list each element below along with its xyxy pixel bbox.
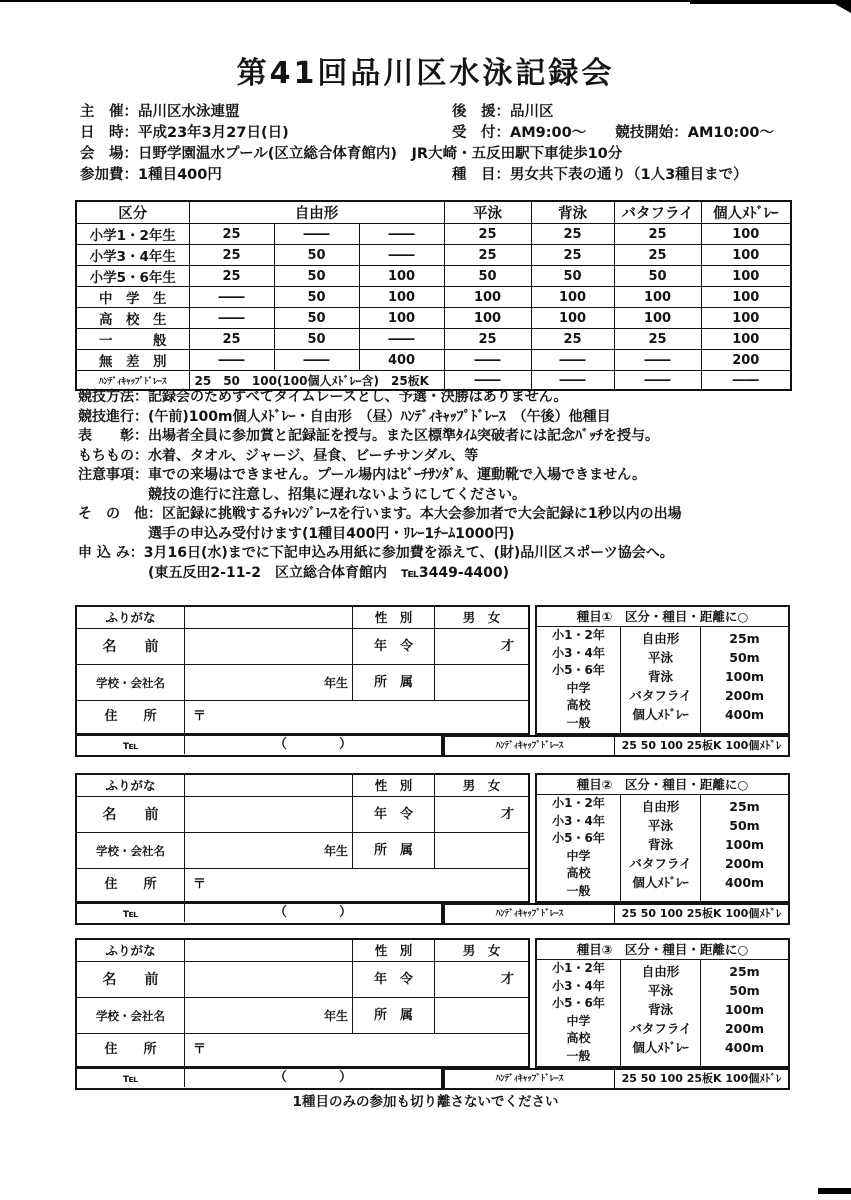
distance-option: 200m (724, 1021, 765, 1036)
gender-label: 性 別 (353, 607, 435, 629)
distance-cell: ―― (274, 350, 359, 371)
event-select-title: 種目③ 区分・種目・距離に○ (537, 940, 788, 960)
entry-form (75, 773, 790, 925)
distance-cell: 25 (189, 224, 274, 245)
age-label: 年 令 (353, 629, 435, 665)
name-label: 名 前 (77, 797, 185, 833)
category-option: 中学 (566, 848, 591, 863)
col-header-freestyle: 自由形 (189, 201, 444, 224)
tel-label: ℡ (77, 904, 185, 922)
stroke-column (621, 960, 701, 1066)
distance-cell: ―― (189, 350, 274, 371)
stroke-option: バタフライ (629, 856, 692, 871)
age-label: 年 令 (353, 797, 435, 833)
event-distance-table (75, 200, 792, 391)
furigana-input (185, 940, 353, 962)
distance-cell: 100 (359, 266, 444, 287)
distance-cell: 100 (701, 329, 791, 350)
school-label: 学校・会社名 (77, 665, 185, 701)
category-option: 高校 (566, 866, 591, 880)
info-fee: 参加費：1種目400円 (80, 167, 222, 183)
notes-line: 選手の申込み受付けます(1種目400円・ﾘﾚｰ1ﾁｰﾑ1000円) (78, 525, 515, 542)
event-select-table (535, 773, 790, 903)
distance-cell: ―― (531, 371, 614, 391)
category-option: 小3・4年 (552, 645, 605, 660)
table-row (76, 224, 791, 245)
info-support: 後 援：品川区 (452, 104, 554, 120)
row-label: 一 般 (76, 329, 189, 350)
distance-cell: 100 (359, 287, 444, 308)
name-label: 名 前 (77, 962, 185, 998)
address-input: 〒 (193, 709, 207, 724)
furigana-label: ふりがな (77, 607, 185, 629)
col-header-medley: 個人ﾒﾄﾞﾚｰ (701, 201, 791, 224)
tel-row (75, 1068, 443, 1090)
address-label: 住 所 (77, 701, 185, 733)
notes-line: (東五反田2-11-2 区立総合体育館内 ℡3449-4400) (78, 564, 510, 581)
affiliation-input (435, 833, 528, 869)
distance-cell: 200 (701, 350, 791, 371)
stroke-option: 平泳 (647, 650, 673, 665)
distance-cell: 50 (614, 266, 701, 287)
tel-input: （ ） (273, 737, 352, 752)
category-column (537, 960, 621, 1066)
distance-cell: 100 (359, 308, 444, 329)
category-option: 小1・2年 (552, 961, 605, 975)
distance-cell: 100 (701, 287, 791, 308)
stroke-option: 背泳 (647, 669, 673, 684)
category-option: 高校 (566, 698, 591, 712)
category-option: 一般 (566, 883, 591, 898)
form-handicap-values: 25 50 100 25板K 100個ﾒﾄﾞﾚ (621, 1072, 782, 1085)
distance-cell: ―― (189, 287, 274, 308)
distance-column (701, 795, 788, 901)
page-title: 第41回品川区水泳記録会 (236, 56, 615, 91)
table-row (76, 266, 791, 287)
furigana-input (185, 607, 353, 629)
distance-option: 200m (724, 688, 765, 703)
distance-cell: ―― (614, 350, 701, 371)
form-handicap-label: ﾊﾝﾃﾞｨｷｬｯﾌﾟﾄﾞﾚｰｽ (445, 905, 615, 923)
age-unit-cell: 才 (435, 962, 528, 998)
table-row (76, 287, 791, 308)
personal-info-table (75, 938, 530, 1068)
distance-cell: 25 (444, 224, 531, 245)
school-input: 年生 (185, 998, 353, 1034)
personal-info-table (75, 605, 530, 735)
distance-cell: 25 (189, 329, 274, 350)
event-select-title: 種目① 区分・種目・距離に○ (537, 607, 788, 627)
event-select-table (535, 938, 790, 1068)
distance-cell: ―― (444, 350, 531, 371)
distance-option: 200m (724, 856, 765, 871)
stroke-option: 平泳 (647, 818, 673, 833)
distance-option: 100m (724, 1002, 765, 1017)
stroke-column (621, 627, 701, 733)
gender-options: 男 女 (435, 607, 528, 629)
name-input (185, 629, 353, 665)
affiliation-label: 所 属 (353, 998, 435, 1034)
distance-cell: 25 (614, 245, 701, 266)
notes-section (78, 388, 682, 583)
school-input: 年生 (185, 833, 353, 869)
stroke-option: 背泳 (647, 1002, 673, 1017)
table-row (76, 350, 791, 371)
category-column (537, 627, 621, 733)
form-handicap-row (443, 1068, 790, 1090)
col-header-breaststroke: 平泳 (444, 201, 531, 224)
age-label: 年 令 (353, 962, 435, 998)
info-organizer: 主 催：品川区水泳連盟 (80, 104, 240, 120)
distance-cell: ―― (359, 245, 444, 266)
distance-cell: ―― (701, 371, 791, 391)
info-reception: 受 付：AM9:00～ 競技開始：AM10:00～ (452, 125, 775, 141)
tel-row (75, 735, 443, 757)
gender-options: 男 女 (435, 775, 528, 797)
distance-cell: ―― (359, 329, 444, 350)
distance-cell: 100 (444, 308, 531, 329)
stroke-column (621, 795, 701, 901)
affiliation-input (435, 998, 528, 1034)
distance-option: 100m (724, 669, 765, 684)
furigana-label: ふりがな (77, 775, 185, 797)
name-input (185, 797, 353, 833)
age-unit-cell: 才 (435, 797, 528, 833)
distance-cell: 25 (614, 224, 701, 245)
row-label: 中 学 生 (76, 287, 189, 308)
distance-cell: ―― (614, 371, 701, 391)
distance-cell: 100 (701, 224, 791, 245)
row-label: 高 校 生 (76, 308, 189, 329)
stroke-option: バタフライ (629, 688, 692, 703)
distance-cell: 25 (531, 329, 614, 350)
distance-cell: 50 (274, 329, 359, 350)
distance-cell: 25 (531, 245, 614, 266)
category-option: 高校 (566, 1031, 591, 1045)
category-option: 小5・6年 (552, 663, 605, 677)
address-label: 住 所 (77, 869, 185, 901)
distance-cell: 25 (189, 266, 274, 287)
name-label: 名 前 (77, 629, 185, 665)
school-input: 年生 (185, 665, 353, 701)
category-option: 中学 (566, 1013, 591, 1028)
age-unit-cell: 才 (435, 629, 528, 665)
event-select-title: 種目② 区分・種目・距離に○ (537, 775, 788, 795)
distance-cell: 100 (531, 308, 614, 329)
col-header-category: 区分 (76, 201, 189, 224)
distance-cell: 100 (701, 266, 791, 287)
distance-cell: 100 (531, 287, 614, 308)
notes-line: そ の 他：区記録に挑戦するﾁｬﾚﾝｼﾞﾚｰｽを行います。本大会参加者で大会記録に1秒以内の出場 (78, 506, 682, 522)
notes-line: 申 込 み：3月16日(水)までに下記申込み用紙に参加費を添えて、(財)品川区スポーツ協会へ。 (78, 545, 674, 561)
distance-option: 25m (729, 799, 760, 814)
distance-cell: 25 (614, 329, 701, 350)
distance-cell: 100 (444, 287, 531, 308)
notes-line: 競技の進行に注意し、招集に遅れないようにしてください。 (78, 486, 526, 503)
stroke-option: 背泳 (647, 837, 673, 852)
scan-artifact-top-right-line (690, 0, 851, 4)
form-handicap-row (443, 735, 790, 757)
notes-line: もちもの：水着、タオル、ジャージ、昼食、ビーチサンダル、等 (78, 447, 479, 464)
distance-cell: 50 (274, 245, 359, 266)
stroke-option: 自由形 (641, 799, 680, 814)
category-column (537, 795, 621, 901)
school-label: 学校・会社名 (77, 833, 185, 869)
row-label: 小学1・2年生 (76, 224, 189, 245)
scan-artifact-top-right-wedge (828, 0, 851, 13)
category-option: 一般 (566, 715, 591, 730)
footer-note: 1種目のみの参加も切り離さないでください (292, 1094, 559, 1110)
address-input: 〒 (193, 1042, 207, 1057)
distance-cell: 100 (701, 245, 791, 266)
gender-label: 性 別 (353, 775, 435, 797)
scan-artifact-bottom-right-mark (818, 1188, 851, 1194)
distance-option: 25m (729, 964, 760, 979)
distance-cell: 25 (444, 245, 531, 266)
notes-line: 表 彰：出場者全員に参加賞と記録証を授与。また区標準ﾀｲﾑ突破者には記念ﾊﾞｯﾁを授与。 (78, 428, 659, 444)
distance-cell: 50 (274, 287, 359, 308)
stroke-option: 自由形 (641, 964, 680, 979)
tel-input: （ ） (273, 905, 352, 920)
form-handicap-label: ﾊﾝﾃﾞｨｷｬｯﾌﾟﾄﾞﾚｰｽ (445, 737, 615, 755)
furigana-input (185, 775, 353, 797)
address-label: 住 所 (77, 1034, 185, 1066)
gender-label: 性 別 (353, 940, 435, 962)
distance-cell: 50 (444, 266, 531, 287)
info-venue: 会 場：日野学園温水プール(区立総合体育館内) JR大崎・五反田駅下車徒歩10分 (80, 146, 623, 162)
affiliation-label: 所 属 (353, 833, 435, 869)
stroke-option: 平泳 (647, 983, 673, 998)
table-row (76, 329, 791, 350)
tel-label: ℡ (77, 736, 185, 754)
distance-cell: 50 (274, 308, 359, 329)
stroke-option: 個人ﾒﾄﾞﾚｰ (632, 875, 689, 890)
info-datetime: 日 時：平成23年3月27日(日) (80, 125, 289, 141)
distance-cell: ―― (274, 224, 359, 245)
distance-cell: 400 (359, 350, 444, 371)
category-option: 一般 (566, 1048, 591, 1063)
notes-line: 競技方法：記録会のためすべてタイムレースとし、予選・決勝はありません。 (78, 389, 568, 405)
school-label: 学校・会社名 (77, 998, 185, 1034)
category-option: 小1・2年 (552, 796, 605, 810)
distance-cell: 25 (444, 329, 531, 350)
distance-cell: 50 (531, 266, 614, 287)
entry-form (75, 938, 790, 1090)
distance-cell: 25 (531, 224, 614, 245)
stroke-option: 自由形 (641, 631, 680, 646)
category-option: 小3・4年 (552, 978, 605, 993)
tel-input: （ ） (273, 1070, 352, 1085)
col-header-butterfly: バタフライ (614, 201, 701, 224)
notes-line: 注意事項：車での来場はできません。プール場内はﾋﾞｰﾁｻﾝﾀﾞﾙ、運動靴で入場できません。 (78, 467, 646, 483)
table-row (76, 308, 791, 329)
gender-options: 男 女 (435, 940, 528, 962)
row-label: 小学3・4年生 (76, 245, 189, 266)
distance-option: 400m (724, 875, 765, 890)
category-option: 小3・4年 (552, 813, 605, 828)
stroke-option: 個人ﾒﾄﾞﾚｰ (632, 707, 689, 722)
distance-cell: 100 (614, 287, 701, 308)
tel-row (75, 903, 443, 925)
handicap-freestyle-cell: 25 50 100(100個人ﾒﾄﾞﾚｰ含) 25板K (189, 371, 444, 391)
distance-cell: ―― (531, 350, 614, 371)
form-handicap-values: 25 50 100 25板K 100個ﾒﾄﾞﾚ (621, 907, 782, 920)
stroke-option: バタフライ (629, 1021, 692, 1036)
distance-cell: 50 (274, 266, 359, 287)
distance-option: 100m (724, 837, 765, 852)
distance-option: 50m (729, 650, 760, 665)
event-table (75, 200, 792, 391)
tel-label: ℡ (77, 1069, 185, 1087)
row-label: 小学5・6年生 (76, 266, 189, 287)
distance-option: 50m (729, 983, 760, 998)
distance-option: 400m (724, 1040, 765, 1055)
distance-column (701, 960, 788, 1066)
distance-cell: 100 (701, 308, 791, 329)
distance-cell: ―― (189, 308, 274, 329)
address-input: 〒 (193, 877, 207, 892)
affiliation-input (435, 665, 528, 701)
category-option: 小1・2年 (552, 628, 605, 642)
distance-cell: 100 (614, 308, 701, 329)
distance-column (701, 627, 788, 733)
affiliation-label: 所 属 (353, 665, 435, 701)
distance-option: 50m (729, 818, 760, 833)
table-header-row (76, 201, 791, 224)
name-input (185, 962, 353, 998)
col-header-backstroke: 背泳 (531, 201, 614, 224)
category-option: 小5・6年 (552, 996, 605, 1010)
table-row (76, 245, 791, 266)
row-label: 無 差 別 (76, 350, 189, 371)
notes-line: 競技進行：(午前)100m個人ﾒﾄﾞﾚｰ・自由形 （昼）ﾊﾝﾃﾞｨｷｬｯﾌﾟﾄﾞﾚｰｽ （午後）他種目 (78, 408, 611, 425)
handicap-label: ﾊﾝﾃﾞｨｷｬｯﾌﾟﾄﾞﾚｰｽ (76, 371, 189, 391)
form-handicap-label: ﾊﾝﾃﾞｨｷｬｯﾌﾟﾄﾞﾚｰｽ (445, 1070, 615, 1088)
info-events: 種 目：男女共下表の通り（1人3種目まで） (452, 167, 748, 183)
distance-option: 25m (729, 631, 760, 646)
stroke-option: 個人ﾒﾄﾞﾚｰ (632, 1040, 689, 1055)
furigana-label: ふりがな (77, 940, 185, 962)
category-option: 中学 (566, 680, 591, 695)
form-handicap-row (443, 903, 790, 925)
event-select-table (535, 605, 790, 735)
distance-option: 400m (724, 707, 765, 722)
distance-cell: ―― (359, 224, 444, 245)
distance-cell: ―― (444, 371, 531, 391)
personal-info-table (75, 773, 530, 903)
entry-form (75, 605, 790, 757)
distance-cell: 25 (189, 245, 274, 266)
category-option: 小5・6年 (552, 831, 605, 845)
form-handicap-values: 25 50 100 25板K 100個ﾒﾄﾞﾚ (621, 739, 782, 752)
